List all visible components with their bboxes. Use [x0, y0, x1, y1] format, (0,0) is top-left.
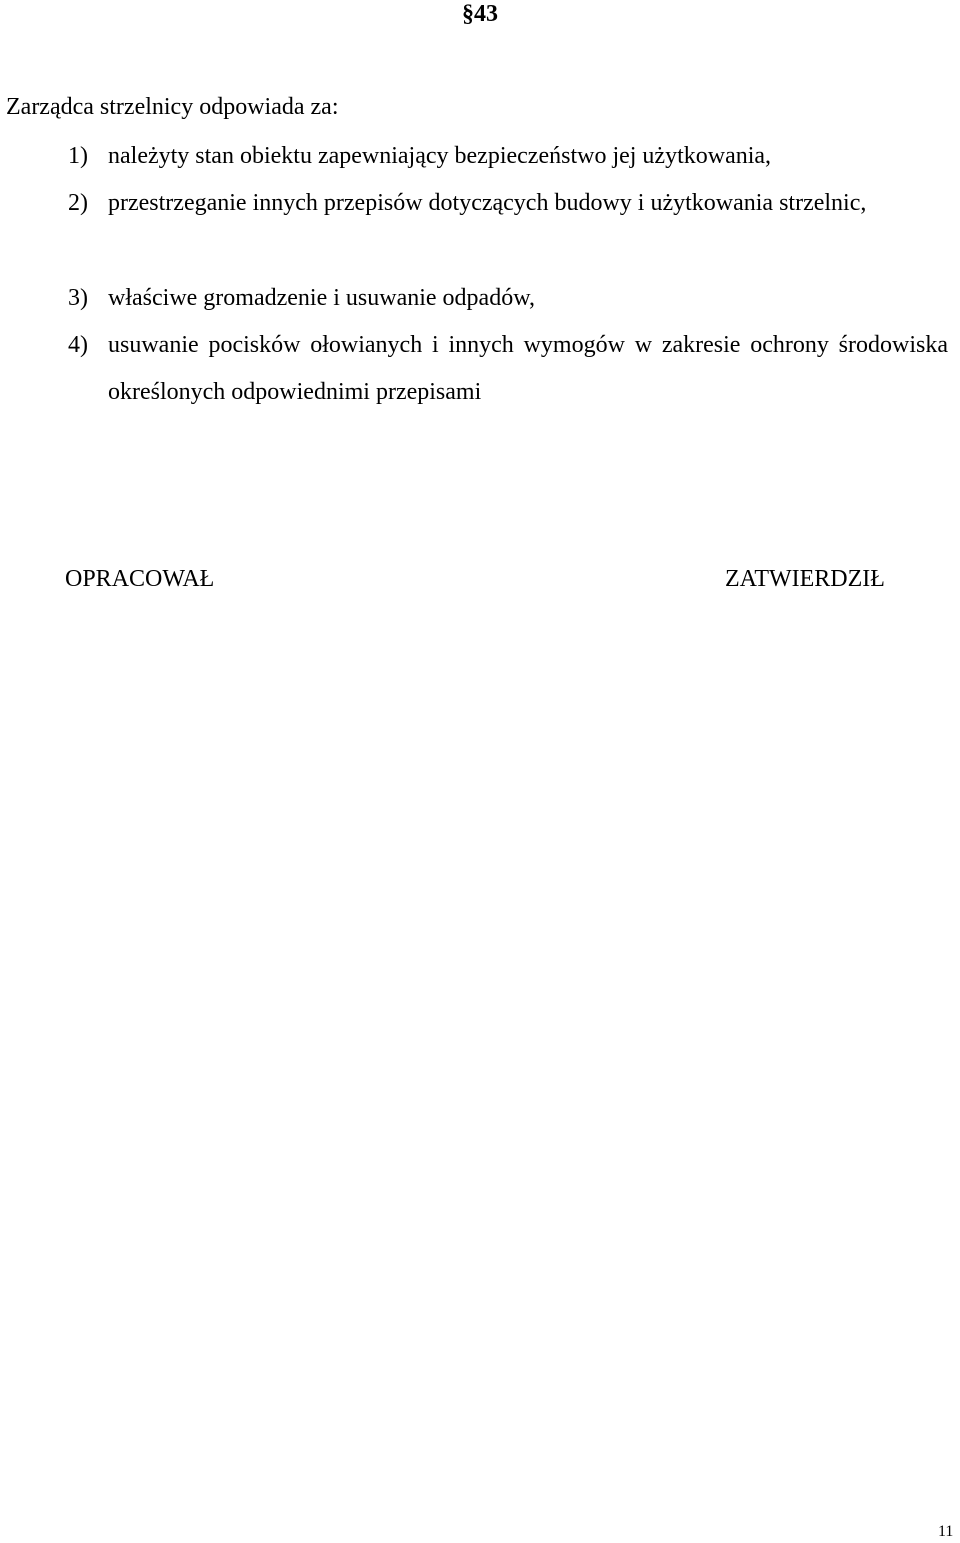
intro-paragraph: Zarządca strzelnicy odpowiada za: [6, 94, 339, 120]
list-item-text: należyty stan obiektu zapewniający bezpieczeństwo jej użytkowania, [108, 143, 772, 169]
list-item-text: usuwanie pocisków ołowianych i innych wymogów w zakresie ochrony środowiska określonych odpowiednimi przepisami [108, 332, 948, 405]
page-number: 11 [938, 1523, 954, 1540]
list-item-number: 4) [68, 332, 88, 358]
list-item [68, 180, 948, 227]
list-item [68, 133, 948, 180]
list-item-text: właściwe gromadzenie i usuwanie odpadów, [108, 285, 535, 311]
list-item-number: 1) [68, 143, 88, 169]
list-item-number: 3) [68, 285, 88, 311]
list-item [68, 275, 948, 322]
list-item [68, 322, 948, 416]
list-item-text: przestrzeganie innych przepisów dotyczących budowy i użytkowania strzelnic, [108, 190, 867, 216]
list-item-number: 2) [68, 190, 88, 216]
section-heading: §43 [462, 1, 498, 27]
signature-prepared-by: OPRACOWAŁ [65, 566, 215, 592]
signature-approved-by: ZATWIERDZIŁ [725, 566, 885, 592]
